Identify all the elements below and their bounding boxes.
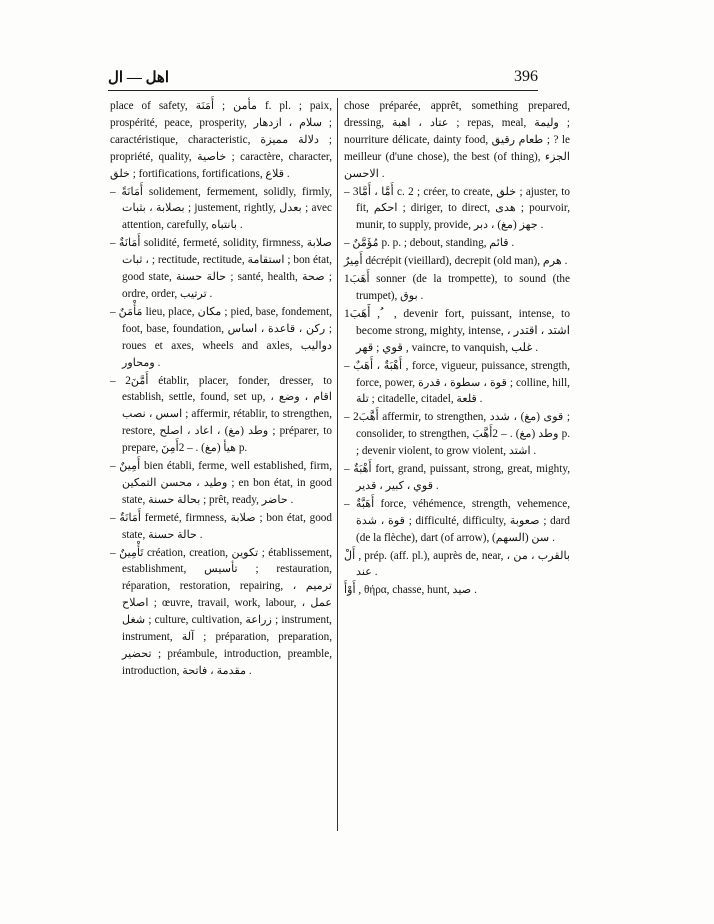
- entry-affermir: – 2أَهَّبَ affermir, to strengthen, قوى (مغ) ، شدد ; consolider, to strengthen, وطد (مغ) . – 2أَهَّبَ p. ; devenir violent, to grow violent, اشتد .: [344, 411, 571, 458]
- entry-creation: – تَأْمِينٌ création, creation, تكوين ; établissement, establishment, تأسيس ; restauration, réparation, restoration, repairing, ترميم ، اصلاح ; œuvre, travail, work, labour, عمل ، شغل ; culture, cultivation, زراعة ; instrument, instrument, آلة ; préparation, preparation, تحضير ; préambule, introduction, preamble, introduction, مقدمة ، فاتحة .: [110, 546, 333, 677]
- entry-place: – مَأْمَنٌ lieu, place, مكان ; pied, base, fondement, foot, base, foundation, ركن ، قاعدة ، اساس ; roues et axes, wheels and axles, دواليب ومحاور .: [110, 305, 333, 369]
- entry-establish: – 2أَمَّنَ établir, placer, fonder, dresser, to establish, settle, found, set up, اقام ، وضع ، اسس ، نصب ; affermir, rétablir, to strengthen, restore, وطد (مغ) ، اعاد ، اصلح ; préparer, to prepare, هيأ (مغ) . – 2أَمِنَ p.: [110, 374, 332, 455]
- entry-solidity: – أَمَانَةٌ solidité, fermeté, solidity, firmness, صلابة ، ثبات ; rectitude, rectitude, استقامة ; bon état, good state, حالة حسنة ; santé, health, صحة ; ordre, order, ترتيب .: [110, 237, 333, 300]
- right-column: [344, 98, 570, 600]
- entry-standing: – مُؤَمَّنٌ p. p. ; debout, standing, قائم .: [344, 237, 515, 250]
- page-number: 396: [514, 68, 538, 85]
- entry-fort: – أَهْبَةٌ fort, grand, puissant, strong, great, mighty, قوي ، كبير ، قدير .: [344, 463, 570, 492]
- column-divider: [337, 98, 338, 831]
- entry-vehemence: – أَهَبَّةٌ force, véhémence, strength, vehemence, قوة ، شدة ; difficulté, difficulty, صعوبة ; dard (de la flèche), dart (of arrow), سن (السهم) .: [344, 497, 571, 544]
- entry-hunt: أَوْأَ , θήρα, chasse, hunt, صيد .: [344, 584, 477, 597]
- entry-continuation-right: chose préparée, apprêt, something prepared, dressing, عتاد ، اهبة ; repas, meal, وليمة ; nourriture délicate, dainty food, طعام رقيق ; ? le meilleur (d'une chose), the best (of thing), الجزء الاحسن .: [344, 100, 571, 180]
- entry-firmness: – أَمَانَةٌ fermeté, firmness, صلابة ; bon état, good state, حالة حسنة .: [110, 511, 332, 541]
- entry-sound-trumpet: 1أَهَبَ sonner (de la trompette), to sound (the trumpet), بوق .: [344, 273, 570, 302]
- entry-create: – 3أَمَّا ، أَمَّا c. 2 ; créer, to create, خلق ; ajuster, to fit, احكم ; diriger, to direct, هدى ; pourvoir, munir, to supply, provide, جهز (مغ) ، دبر .: [344, 185, 571, 232]
- entry-force: – أَهْبَةٌ ، أَهَبٌ , force, vigueur, puissance, strength, force, power, قوة ، سطوة ، قدرة ; colline, hill, تلة ; citadelle, citadel, قلعة .: [344, 359, 570, 406]
- page-header: [108, 68, 538, 90]
- entry-become-strong: 1أَهَبَ , ُ , devenir fort, puissant, intense, to become strong, mighty, intense, اشتد ، اقتدر ، قوي ; قهر , vaincre, to vanquish, غلب .: [344, 306, 570, 354]
- entry-well-established: – أَمِينٌ bien établi, ferme, well established, firm, وطيد ، محسن التمكين ; en bon état, in good state, بحالة حسنة ; prêt, ready, حاضر .: [110, 460, 332, 506]
- running-head: ﺍﻫﻞ — ﺍﻝ: [108, 70, 170, 86]
- entry-continuation: place of safety, مأمن ; أَمَنَة f. pl. ; paix, prospérité, peace, prosperity, سلام ، ازدهار ; caractéristique, characteristic, دلالة مميزة ; propriété, quality, خاصية ; caractère, character, خلق ; fortifications, fortifications, قلاع .: [110, 100, 332, 180]
- entry-solidly: – أَمَانَةً solidement, fermement, solidly, firmly, بصلابة ، بثبات ; justement, rightly, بعدل ; avec attention, carefully, بانتباه .: [110, 185, 333, 232]
- entry-near: أَلْ , prép. (aff. pl.), auprès de, near, بالقرب ، من ، عند .: [344, 549, 570, 579]
- left-column: [110, 98, 332, 681]
- entry-decrepit: أَمِيرٌ décrépit (vieillard), decrepit (old man), هرم .: [344, 255, 568, 268]
- header-rule: [108, 90, 538, 91]
